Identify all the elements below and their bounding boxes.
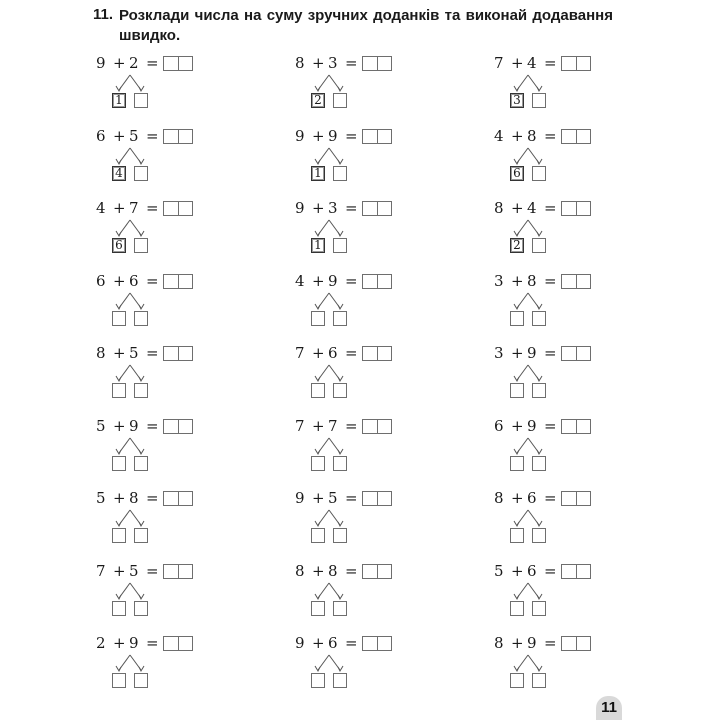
first-addend: 4 — [295, 272, 305, 290]
first-part-box[interactable]: 6 — [112, 238, 126, 253]
plus-sign: + — [312, 562, 325, 580]
task-instruction: Розклади числа на суму зручних доданків та виконай додавання швидко. — [119, 7, 613, 44]
second-part-box[interactable] — [333, 456, 347, 471]
split-arrows-icon — [108, 291, 158, 313]
second-part-box[interactable] — [532, 601, 546, 616]
answer-box[interactable] — [163, 491, 193, 506]
first-part-box[interactable] — [510, 601, 524, 616]
plus-sign: + — [312, 344, 325, 362]
answer-box[interactable] — [362, 56, 392, 71]
decomposition — [108, 363, 158, 403]
split-arrows-icon — [108, 146, 158, 168]
first-addend: 6 — [96, 272, 106, 290]
second-addend: 4 — [527, 54, 537, 72]
second-addend: 4 — [527, 199, 537, 217]
first-part-box[interactable] — [112, 456, 126, 471]
second-part-box[interactable] — [333, 673, 347, 688]
addition-problem — [494, 53, 614, 113]
plus-sign: + — [113, 272, 126, 290]
first-addend: 9 — [295, 199, 305, 217]
equals-sign: = — [345, 489, 358, 507]
first-part-box[interactable] — [510, 673, 524, 688]
answer-box[interactable] — [561, 491, 591, 506]
equals-sign: = — [544, 344, 557, 362]
second-addend: 6 — [328, 344, 338, 362]
decomposition — [307, 363, 357, 403]
plus-sign: + — [511, 417, 524, 435]
first-part-box[interactable] — [112, 673, 126, 688]
answer-box[interactable] — [561, 346, 591, 361]
second-part-box[interactable] — [532, 528, 546, 543]
page-number: 11 — [601, 699, 617, 716]
answer-box[interactable] — [362, 274, 392, 289]
equals-sign: = — [146, 127, 159, 145]
first-part-box[interactable]: 2 — [311, 93, 325, 108]
second-part-box[interactable] — [134, 383, 148, 398]
decomposition — [307, 291, 357, 331]
answer-box[interactable] — [362, 346, 392, 361]
first-part-box[interactable] — [112, 383, 126, 398]
addition-problem — [96, 198, 216, 258]
split-arrows-icon — [108, 653, 158, 675]
addition-problem — [96, 271, 216, 331]
plus-sign: + — [312, 272, 325, 290]
split-arrows-icon — [307, 218, 357, 240]
second-addend: 5 — [129, 344, 139, 362]
addition-problem — [96, 416, 216, 476]
split-arrows-icon — [307, 73, 357, 95]
answer-box[interactable] — [561, 636, 591, 651]
decomposition — [506, 363, 556, 403]
plus-sign: + — [312, 634, 325, 652]
second-part-box[interactable] — [333, 166, 347, 181]
split-arrows-icon — [506, 581, 556, 603]
split-arrows-icon — [506, 653, 556, 675]
decomposition — [307, 146, 357, 186]
second-part-box[interactable] — [532, 238, 546, 253]
first-part-box[interactable] — [311, 311, 325, 326]
addition-problem — [295, 198, 415, 258]
addition-problem — [96, 53, 216, 113]
second-addend: 6 — [527, 489, 537, 507]
split-arrows-icon — [307, 363, 357, 385]
decomposition — [307, 218, 357, 258]
plus-sign: + — [113, 634, 126, 652]
equals-sign: = — [146, 54, 159, 72]
answer-box[interactable] — [163, 346, 193, 361]
second-addend: 9 — [129, 417, 139, 435]
decomposition — [506, 291, 556, 331]
split-arrows-icon — [506, 146, 556, 168]
first-addend: 4 — [96, 199, 106, 217]
page-number-badge — [596, 696, 622, 720]
second-addend: 7 — [129, 199, 139, 217]
addition-problem — [96, 126, 216, 186]
first-part-box[interactable] — [112, 601, 126, 616]
split-arrows-icon — [108, 73, 158, 95]
plus-sign: + — [113, 54, 126, 72]
second-part-box[interactable] — [134, 601, 148, 616]
plus-sign: + — [113, 417, 126, 435]
first-part-box[interactable] — [510, 456, 524, 471]
first-addend: 8 — [494, 489, 504, 507]
second-part-box[interactable] — [134, 238, 148, 253]
decomposition — [108, 436, 158, 476]
equals-sign: = — [544, 417, 557, 435]
split-arrows-icon — [307, 436, 357, 458]
second-addend: 9 — [527, 417, 537, 435]
equals-sign: = — [345, 54, 358, 72]
answer-box[interactable] — [362, 564, 392, 579]
equals-sign: = — [146, 489, 159, 507]
second-part-box[interactable] — [333, 93, 347, 108]
equals-sign: = — [146, 344, 159, 362]
addition-problem — [96, 488, 216, 548]
plus-sign: + — [312, 489, 325, 507]
second-part-box[interactable] — [333, 383, 347, 398]
task-number: 11. — [93, 6, 114, 23]
second-part-box[interactable] — [532, 311, 546, 326]
decomposition — [506, 436, 556, 476]
answer-box[interactable] — [163, 419, 193, 434]
decomposition — [108, 146, 158, 186]
equals-sign: = — [345, 634, 358, 652]
answer-box[interactable] — [362, 129, 392, 144]
equals-sign: = — [146, 562, 159, 580]
first-addend: 4 — [494, 127, 504, 145]
second-addend: 9 — [129, 634, 139, 652]
second-addend: 2 — [129, 54, 139, 72]
second-addend: 8 — [527, 272, 537, 290]
equals-sign: = — [544, 489, 557, 507]
second-addend: 9 — [328, 127, 338, 145]
plus-sign: + — [312, 54, 325, 72]
equals-sign: = — [544, 272, 557, 290]
decomposition — [506, 508, 556, 548]
decomposition — [108, 218, 158, 258]
answer-box[interactable] — [362, 201, 392, 216]
first-part-box[interactable]: 3 — [510, 93, 524, 108]
first-addend: 9 — [295, 489, 305, 507]
answer-box[interactable] — [163, 201, 193, 216]
decomposition — [506, 73, 556, 113]
equals-sign: = — [345, 127, 358, 145]
split-arrows-icon — [506, 363, 556, 385]
equals-sign: = — [544, 127, 557, 145]
addition-problem — [295, 488, 415, 548]
second-addend: 3 — [328, 199, 338, 217]
first-addend: 8 — [494, 199, 504, 217]
split-arrows-icon — [506, 73, 556, 95]
split-arrows-icon — [108, 508, 158, 530]
addition-problem — [295, 126, 415, 186]
second-part-box[interactable] — [134, 166, 148, 181]
first-addend: 5 — [96, 417, 106, 435]
first-addend: 7 — [295, 417, 305, 435]
equals-sign: = — [345, 344, 358, 362]
plus-sign: + — [511, 489, 524, 507]
answer-box[interactable] — [362, 491, 392, 506]
first-part-box[interactable]: 2 — [510, 238, 524, 253]
second-addend: 3 — [328, 54, 338, 72]
first-part-box[interactable] — [311, 456, 325, 471]
first-addend: 9 — [96, 54, 106, 72]
first-addend: 7 — [494, 54, 504, 72]
addition-problem — [494, 633, 614, 693]
plus-sign: + — [113, 344, 126, 362]
addition-problem — [494, 488, 614, 548]
first-part-box[interactable] — [311, 601, 325, 616]
second-addend: 5 — [129, 562, 139, 580]
plus-sign: + — [113, 489, 126, 507]
split-arrows-icon — [506, 218, 556, 240]
first-part-box[interactable]: 6 — [510, 166, 524, 181]
first-part-box[interactable] — [112, 528, 126, 543]
addition-problem — [295, 271, 415, 331]
plus-sign: + — [312, 199, 325, 217]
answer-box[interactable] — [561, 274, 591, 289]
first-addend: 7 — [96, 562, 106, 580]
first-addend: 6 — [96, 127, 106, 145]
plus-sign: + — [511, 199, 524, 217]
addition-problem — [295, 633, 415, 693]
answer-box[interactable] — [561, 564, 591, 579]
split-arrows-icon — [506, 291, 556, 313]
equals-sign: = — [544, 562, 557, 580]
plus-sign: + — [511, 562, 524, 580]
second-part-box[interactable] — [532, 166, 546, 181]
decomposition — [307, 73, 357, 113]
second-addend: 9 — [527, 344, 537, 362]
equals-sign: = — [345, 562, 358, 580]
split-arrows-icon — [307, 581, 357, 603]
split-arrows-icon — [108, 218, 158, 240]
second-part-box[interactable] — [532, 673, 546, 688]
second-part-box[interactable] — [532, 383, 546, 398]
second-part-box[interactable] — [532, 93, 546, 108]
first-addend: 3 — [494, 272, 504, 290]
second-part-box[interactable] — [134, 528, 148, 543]
second-addend: 5 — [328, 489, 338, 507]
equals-sign: = — [345, 417, 358, 435]
second-part-box[interactable] — [333, 528, 347, 543]
addition-problem — [494, 271, 614, 331]
addition-problem — [494, 343, 614, 403]
addition-problem — [494, 126, 614, 186]
plus-sign: + — [312, 417, 325, 435]
plus-sign: + — [511, 344, 524, 362]
second-part-box[interactable] — [333, 311, 347, 326]
first-addend: 9 — [295, 127, 305, 145]
split-arrows-icon — [108, 581, 158, 603]
first-part-box[interactable] — [112, 311, 126, 326]
decomposition — [506, 218, 556, 258]
second-part-box[interactable] — [532, 456, 546, 471]
split-arrows-icon — [307, 146, 357, 168]
addition-problem — [494, 198, 614, 258]
decomposition — [108, 508, 158, 548]
answer-box[interactable] — [561, 201, 591, 216]
decomposition — [108, 581, 158, 621]
second-addend: 6 — [129, 272, 139, 290]
first-part-box[interactable] — [510, 383, 524, 398]
first-addend: 8 — [295, 54, 305, 72]
decomposition — [108, 653, 158, 693]
answer-box[interactable] — [561, 419, 591, 434]
decomposition — [108, 73, 158, 113]
second-addend: 6 — [328, 634, 338, 652]
first-part-box[interactable]: 1 — [311, 238, 325, 253]
answer-box[interactable] — [163, 56, 193, 71]
decomposition — [108, 291, 158, 331]
decomposition — [307, 653, 357, 693]
equals-sign: = — [146, 272, 159, 290]
second-addend: 9 — [328, 272, 338, 290]
equals-sign: = — [544, 199, 557, 217]
second-addend: 9 — [527, 634, 537, 652]
split-arrows-icon — [108, 436, 158, 458]
addition-problem — [494, 416, 614, 476]
second-addend: 8 — [328, 562, 338, 580]
split-arrows-icon — [108, 363, 158, 385]
split-arrows-icon — [307, 508, 357, 530]
equals-sign: = — [146, 417, 159, 435]
plus-sign: + — [511, 634, 524, 652]
second-addend: 6 — [527, 562, 537, 580]
decomposition — [506, 146, 556, 186]
answer-box[interactable] — [561, 129, 591, 144]
answer-box[interactable] — [163, 564, 193, 579]
first-addend: 2 — [96, 634, 106, 652]
addition-problem — [295, 53, 415, 113]
equals-sign: = — [345, 272, 358, 290]
addition-problem — [494, 561, 614, 621]
equals-sign: = — [544, 54, 557, 72]
first-addend: 9 — [295, 634, 305, 652]
second-part-box[interactable] — [134, 93, 148, 108]
split-arrows-icon — [506, 436, 556, 458]
split-arrows-icon — [307, 291, 357, 313]
plus-sign: + — [113, 199, 126, 217]
second-part-box[interactable] — [333, 601, 347, 616]
second-addend: 7 — [328, 417, 338, 435]
first-part-box[interactable] — [510, 311, 524, 326]
addition-problem — [295, 561, 415, 621]
second-addend: 5 — [129, 127, 139, 145]
split-arrows-icon — [307, 653, 357, 675]
split-arrows-icon — [506, 508, 556, 530]
first-part-box[interactable]: 4 — [112, 166, 126, 181]
second-part-box[interactable] — [333, 238, 347, 253]
first-part-box[interactable] — [510, 528, 524, 543]
decomposition — [506, 581, 556, 621]
plus-sign: + — [113, 127, 126, 145]
second-part-box[interactable] — [134, 311, 148, 326]
addition-problem — [295, 416, 415, 476]
answer-box[interactable] — [561, 56, 591, 71]
answer-box[interactable] — [362, 419, 392, 434]
addition-problem — [295, 343, 415, 403]
first-addend: 8 — [494, 634, 504, 652]
answer-box[interactable] — [362, 636, 392, 651]
first-part-box[interactable]: 1 — [112, 93, 126, 108]
plus-sign: + — [511, 54, 524, 72]
first-addend: 6 — [494, 417, 504, 435]
first-part-box[interactable]: 1 — [311, 166, 325, 181]
addition-problem — [96, 633, 216, 693]
first-addend: 5 — [96, 489, 106, 507]
answer-box[interactable] — [163, 129, 193, 144]
equals-sign: = — [345, 199, 358, 217]
first-addend: 3 — [494, 344, 504, 362]
plus-sign: + — [511, 272, 524, 290]
first-part-box[interactable] — [311, 673, 325, 688]
plus-sign: + — [511, 127, 524, 145]
first-addend: 7 — [295, 344, 305, 362]
second-addend: 8 — [527, 127, 537, 145]
first-addend: 8 — [96, 344, 106, 362]
plus-sign: + — [312, 127, 325, 145]
first-part-box[interactable] — [311, 383, 325, 398]
first-addend: 5 — [494, 562, 504, 580]
second-addend: 8 — [129, 489, 139, 507]
plus-sign: + — [113, 562, 126, 580]
equals-sign: = — [146, 199, 159, 217]
first-part-box[interactable] — [311, 528, 325, 543]
decomposition — [506, 653, 556, 693]
first-addend: 8 — [295, 562, 305, 580]
addition-problem — [96, 343, 216, 403]
decomposition — [307, 581, 357, 621]
answer-box[interactable] — [163, 274, 193, 289]
second-part-box[interactable] — [134, 673, 148, 688]
equals-sign: = — [146, 634, 159, 652]
equals-sign: = — [544, 634, 557, 652]
decomposition — [307, 508, 357, 548]
addition-problem — [96, 561, 216, 621]
second-part-box[interactable] — [134, 456, 148, 471]
answer-box[interactable] — [163, 636, 193, 651]
decomposition — [307, 436, 357, 476]
